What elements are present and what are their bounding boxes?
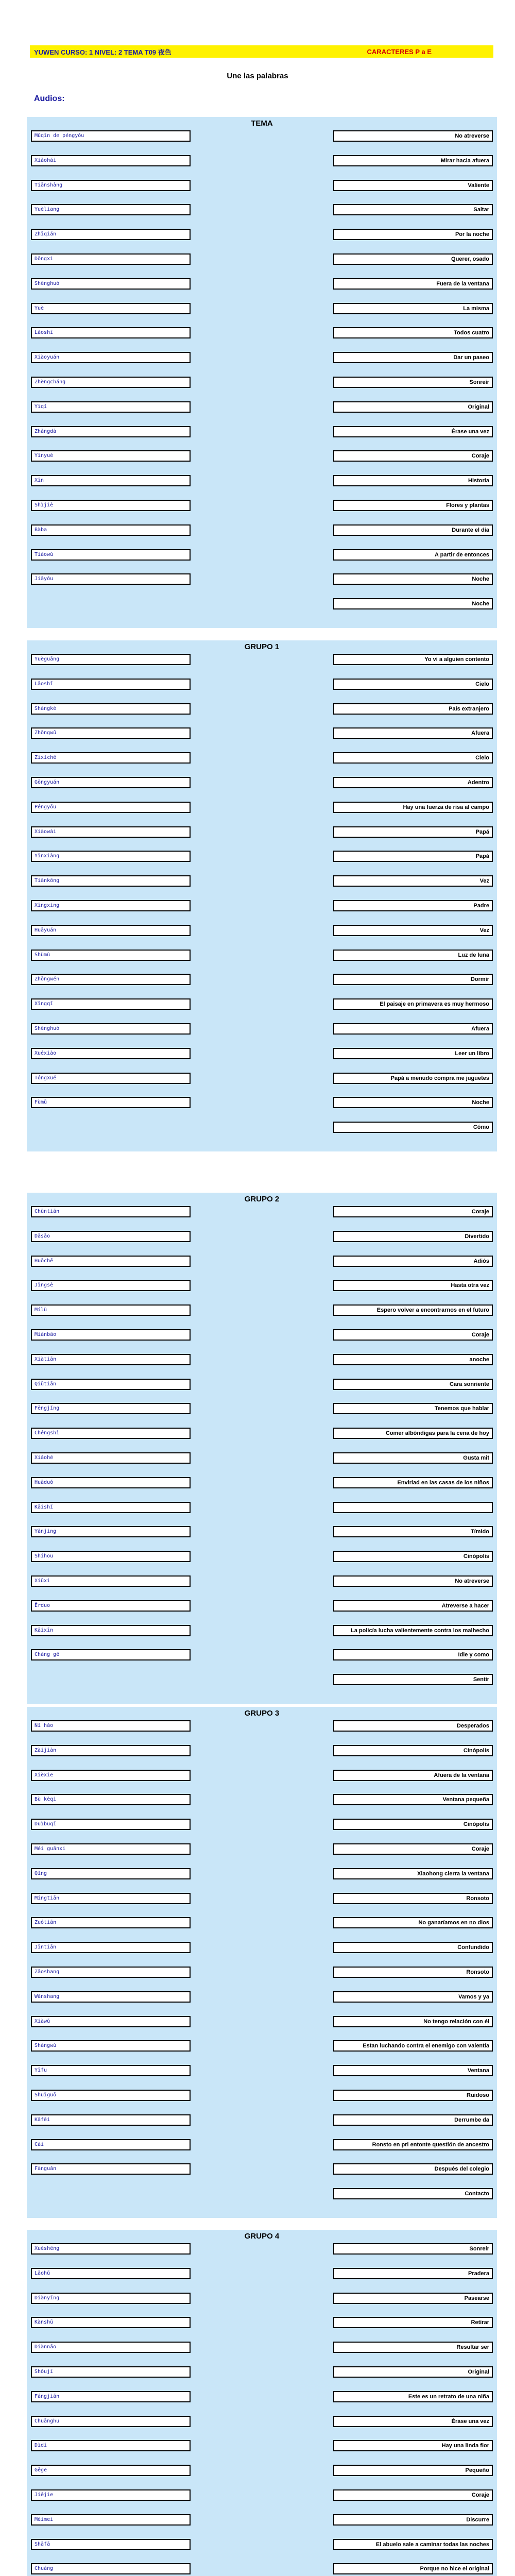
pinyin-box[interactable]: Xiàoyuán [31, 352, 191, 363]
pinyin-box[interactable]: Tiàowǔ [31, 549, 191, 561]
pinyin-box[interactable]: Shǒujī [31, 2366, 191, 2378]
pinyin-box[interactable]: Shàngkè [31, 703, 191, 715]
meaning-box[interactable]: Original [333, 401, 493, 413]
pinyin-box[interactable]: Lǎoshī [31, 679, 191, 690]
pinyin-box[interactable]: Fànguǎn [31, 2163, 191, 2175]
pinyin-box[interactable]: Xuéxiào [31, 1048, 191, 1059]
section-title: GRUPO 1 [244, 642, 280, 651]
pinyin-box[interactable]: Xiàowài [31, 826, 191, 838]
pinyin-box[interactable]: Shēnghuó [31, 278, 191, 290]
match-row [27, 327, 497, 340]
match-row [27, 1329, 497, 1342]
meaning-box[interactable]: Padre [333, 900, 493, 911]
match-row [27, 2539, 497, 2551]
match-row [27, 1256, 497, 1268]
header-course-info: YUWEN CURSO: 1 NIVEL: 2 TEMA T09 夜色 [34, 48, 171, 56]
pinyin-box[interactable]: Duìbuqǐ [31, 1819, 191, 1830]
meaning-box[interactable]: Saltar [333, 204, 493, 215]
match-row [27, 155, 497, 167]
match-row [27, 1073, 497, 1085]
meaning-box[interactable]: Fuera de la ventana [333, 278, 493, 290]
meaning-box[interactable]: Yo vi a alguien contento [333, 654, 493, 665]
pinyin-box[interactable]: Xiǎohé [31, 1452, 191, 1464]
meaning-box[interactable]: Sonreír [333, 377, 493, 388]
meaning-box[interactable]: Comer albóndigas para la cena de hoy [333, 1428, 493, 1439]
pinyin-box[interactable]: Bù kèqi [31, 1794, 191, 1805]
pinyin-box[interactable]: Méi guānxi [31, 1843, 191, 1855]
meaning-box[interactable]: Hay una linda flor [333, 2440, 493, 2451]
pinyin-box[interactable]: Jiāyóu [31, 573, 191, 585]
meaning-box[interactable]: Derrumbe da [333, 2114, 493, 2126]
match-row [27, 2016, 497, 2028]
pinyin-box[interactable]: Xīngqī [31, 998, 191, 1010]
match-row [27, 2163, 497, 2176]
meaning-box[interactable]: Adiós [333, 1256, 493, 1267]
section-title: GRUPO 4 [244, 2232, 280, 2241]
match-row [27, 1720, 497, 1733]
meaning-box[interactable]: A partir de entonces [333, 549, 493, 561]
meaning-box[interactable]: Espero volver a encontrarnos en el futuro [333, 1304, 493, 1316]
pinyin-box[interactable]: Ěrduo [31, 1600, 191, 1612]
pinyin-box[interactable]: Xièxie [31, 1770, 191, 1781]
meaning-box[interactable]: Cinópolis [333, 1819, 493, 1830]
match-row [27, 1354, 497, 1366]
section-1 [27, 117, 497, 628]
pinyin-box[interactable]: Zhèngcháng [31, 377, 191, 388]
match-row [27, 524, 497, 537]
meaning-box[interactable]: Vez [333, 875, 493, 887]
match-row [27, 802, 497, 814]
pinyin-box[interactable]: Mèimei [31, 2514, 191, 2526]
pinyin-box[interactable]: Kànshū [31, 2317, 191, 2328]
meaning-box[interactable]: Tenemos que hablar [333, 1403, 493, 1414]
meaning-box[interactable]: Historia [333, 475, 493, 486]
match-row [27, 1843, 497, 1856]
meaning-box[interactable]: No atreverse [333, 130, 493, 142]
match-row [27, 475, 497, 487]
meaning-box[interactable]: Ronsto en pri entonte questión de ancestro [333, 2139, 493, 2150]
meaning-box[interactable]: Vez [333, 925, 493, 936]
meaning-box[interactable]: Mirar hacia afuera [333, 155, 493, 166]
match-row [27, 1526, 497, 1538]
meaning-box[interactable]: Valiente [333, 180, 493, 191]
meaning-box[interactable]: No tengo relación con él [333, 2016, 493, 2027]
meaning-box[interactable]: Hasta otra vez [333, 1280, 493, 1291]
match-row [27, 573, 497, 586]
pinyin-box[interactable]: Jiějie [31, 2489, 191, 2501]
match-row [27, 278, 497, 291]
match-row [27, 1967, 497, 1979]
pinyin-box[interactable]: Yǎnjing [31, 1526, 191, 1537]
match-row [27, 2489, 497, 2502]
pinyin-box[interactable]: Zhōngwén [31, 974, 191, 985]
meaning-box[interactable]: Dar un paseo [333, 352, 493, 363]
pinyin-box[interactable]: Huāyuán [31, 925, 191, 936]
pinyin-box[interactable]: Zàijiàn [31, 1745, 191, 1756]
match-row [27, 2514, 497, 2527]
meaning-box[interactable]: Cielo [333, 679, 493, 690]
pinyin-box[interactable]: Kāfēi [31, 2114, 191, 2126]
meaning-box[interactable]: Ruidoso [333, 2090, 493, 2101]
pinyin-box[interactable]: Chéngshì [31, 1428, 191, 1439]
pinyin-box[interactable]: Xīn [31, 475, 191, 486]
pinyin-box[interactable]: Shēnghuó [31, 1023, 191, 1035]
meaning-box[interactable]: Ronsoto [333, 1967, 493, 1978]
meaning-box[interactable]: Luz de luna [333, 950, 493, 961]
section-title: GRUPO 2 [244, 1195, 280, 1204]
match-row [27, 1231, 497, 1243]
pinyin-box[interactable]: Zìxíchē [31, 752, 191, 764]
meaning-box[interactable]: El abuelo sale a caminar todas las noches [333, 2539, 493, 2550]
match-row [27, 900, 497, 912]
match-row [27, 2440, 497, 2452]
match-row [27, 1403, 497, 1415]
match-row [27, 1048, 497, 1060]
meaning-box[interactable]: Retirar [333, 2317, 493, 2328]
pinyin-box[interactable]: Xiǎohái [31, 155, 191, 166]
meaning-box[interactable]: Contacto [333, 2188, 493, 2199]
pinyin-box[interactable]: Yìqǐ [31, 401, 191, 413]
meaning-box[interactable]: Coraje [333, 450, 493, 462]
match-row [27, 2065, 497, 2077]
meaning-box[interactable]: Leer un libro [333, 1048, 493, 1059]
match-row [27, 1770, 497, 1782]
match-row [27, 875, 497, 888]
meaning-box[interactable]: No ganaríamos en no dios [333, 1917, 493, 1928]
pinyin-box[interactable]: Shàngwǔ [31, 2040, 191, 2052]
meaning-box[interactable]: Durante el día [333, 524, 493, 536]
match-row [27, 703, 497, 716]
section-5 [27, 2230, 497, 2576]
meaning-box[interactable]: Confundido [333, 1942, 493, 1953]
section-title: GRUPO 3 [244, 1709, 280, 1718]
meaning-box[interactable]: Atreverse a hacer [333, 1600, 493, 1612]
match-row [27, 1942, 497, 1954]
match-row [27, 727, 497, 740]
match-row [27, 1575, 497, 1588]
meaning-box[interactable]: Érase una vez [333, 2416, 493, 2427]
match-row [27, 2188, 497, 2200]
match-row [27, 426, 497, 438]
meaning-box[interactable]: Sentir [333, 1674, 493, 1685]
pinyin-box[interactable]: Zhīqián [31, 229, 191, 240]
match-row [27, 401, 497, 414]
pinyin-box[interactable]: Mílù [31, 1304, 191, 1316]
pinyin-box[interactable]: Dōngxi [31, 253, 191, 265]
match-row [27, 1023, 497, 1036]
meaning-box[interactable]: Papá [333, 826, 493, 838]
match-row [27, 1745, 497, 1757]
meaning-box[interactable]: Tímido [333, 1526, 493, 1537]
meaning-box[interactable]: Érase una vez [333, 426, 493, 437]
meaning-box[interactable]: Sonreír [333, 2243, 493, 2255]
match-row [27, 2317, 497, 2329]
match-row [27, 2342, 497, 2354]
match-row [27, 2040, 497, 2053]
pinyin-box[interactable]: Yuè [31, 303, 191, 314]
pinyin-box[interactable]: Xuéshēng [31, 2243, 191, 2255]
pinyin-box[interactable]: Yīnyuè [31, 450, 191, 462]
pinyin-box[interactable]: Shìjiè [31, 500, 191, 511]
meaning-box[interactable]: Cara sonriente [333, 1379, 493, 1390]
match-row [27, 1477, 497, 1489]
pinyin-box[interactable]: Zuótiān [31, 1917, 191, 1928]
match-row [27, 2563, 497, 2575]
pinyin-box[interactable]: Qiūtiān [31, 1379, 191, 1390]
match-row [27, 950, 497, 962]
match-row [27, 1819, 497, 1831]
pinyin-box[interactable]: Shāfā [31, 2539, 191, 2550]
match-row [27, 2268, 497, 2280]
pinyin-box[interactable]: Miànbāo [31, 1329, 191, 1341]
meaning-box[interactable] [333, 1502, 493, 1513]
pinyin-box[interactable]: Gēge [31, 2465, 191, 2476]
meaning-box[interactable]: Ventana [333, 2065, 493, 2076]
meaning-box[interactable]: Querer, osado [333, 253, 493, 265]
meaning-box[interactable]: Coraje [333, 1329, 493, 1341]
pinyin-box[interactable]: Kāishǐ [31, 1502, 191, 1513]
meaning-box[interactable]: Este es un retrato de una niña [333, 2391, 493, 2402]
pinyin-box[interactable]: Jīntiān [31, 1942, 191, 1953]
match-row [27, 1600, 497, 1613]
meaning-box[interactable]: Cómo [333, 1122, 493, 1133]
match-row [27, 1551, 497, 1563]
meaning-box[interactable]: Noche [333, 1097, 493, 1108]
pinyin-box[interactable]: Mǔqīn de péngyǒu [31, 130, 191, 142]
meaning-box[interactable]: Porque no hice el original [333, 2563, 493, 2574]
match-row [27, 925, 497, 937]
match-row [27, 1991, 497, 2004]
match-row [27, 549, 497, 562]
pinyin-box[interactable]: Tóngxué [31, 1073, 191, 1084]
meaning-box[interactable]: Ronsoto [333, 1893, 493, 1904]
pinyin-box[interactable]: Míngtiān [31, 1893, 191, 1904]
match-row [27, 2416, 497, 2428]
match-row [27, 777, 497, 789]
match-row [27, 303, 497, 315]
match-row [27, 204, 497, 216]
header-characters: CARACTERES P a E [367, 47, 432, 56]
meaning-box[interactable]: El paisaje en primavera es muy hermoso [333, 998, 493, 1010]
match-row [27, 1893, 497, 1905]
match-row [27, 752, 497, 765]
pinyin-box[interactable]: Péngyǒu [31, 802, 191, 813]
match-row [27, 2139, 497, 2151]
pinyin-box[interactable]: Shíhou [31, 1551, 191, 1562]
header-bar [30, 45, 493, 58]
meaning-box[interactable]: Hay una fuerza de risa al campo [333, 802, 493, 813]
meaning-box[interactable]: Cinópolis [333, 1551, 493, 1562]
match-row [27, 1917, 497, 1929]
pinyin-box[interactable]: Xīngxing [31, 900, 191, 911]
match-row [27, 130, 497, 143]
match-row [27, 2114, 497, 2127]
meaning-box[interactable]: Dormir [333, 974, 493, 985]
pinyin-box[interactable]: Xiàtiān [31, 1354, 191, 1365]
match-row [27, 2090, 497, 2102]
meaning-box[interactable]: Afuera [333, 1023, 493, 1035]
pinyin-box[interactable]: Gōngyuán [31, 777, 191, 788]
meaning-box[interactable]: Flores y plantas [333, 500, 493, 511]
match-row [27, 1868, 497, 1880]
pinyin-box[interactable]: Xiūxi [31, 1575, 191, 1587]
match-row [27, 2243, 497, 2256]
pinyin-box[interactable]: Chuáng [31, 2563, 191, 2574]
pinyin-box[interactable]: Huǒchē [31, 1256, 191, 1267]
match-row [27, 2366, 497, 2379]
meaning-box[interactable]: Adentro [333, 777, 493, 788]
section-2 [27, 640, 497, 1151]
meaning-box[interactable]: Original [333, 2366, 493, 2378]
match-row [27, 1379, 497, 1391]
pinyin-box[interactable]: Nǐ hǎo [31, 1720, 191, 1732]
meaning-box[interactable]: Papá a menudo compra me juguetes [333, 1073, 493, 1084]
pinyin-box[interactable]: Diànnǎo [31, 2342, 191, 2353]
meaning-box[interactable]: anoche [333, 1354, 493, 1365]
pinyin-box[interactable]: Chuānghu [31, 2416, 191, 2427]
match-row [27, 1097, 497, 1109]
match-row [27, 253, 497, 266]
match-row [27, 1428, 497, 1440]
pinyin-box[interactable]: Yuèguāng [31, 654, 191, 665]
meaning-box[interactable]: Por la noche [333, 229, 493, 240]
match-row [27, 1649, 497, 1662]
meaning-box[interactable]: País extranjero [333, 703, 493, 715]
meaning-box[interactable]: Idle y como [333, 1649, 493, 1660]
pinyin-box[interactable]: Fùmǔ [31, 1097, 191, 1108]
match-row [27, 1304, 497, 1317]
meaning-box[interactable]: Coraje [333, 1843, 493, 1855]
pinyin-box[interactable]: Dìdi [31, 2440, 191, 2451]
pinyin-box[interactable]: Zhōngwǔ [31, 727, 191, 739]
pinyin-box[interactable]: Yǐnxiàng [31, 851, 191, 862]
match-row [27, 974, 497, 986]
pinyin-box[interactable]: Cài [31, 2139, 191, 2150]
match-row [27, 500, 497, 512]
pinyin-box[interactable]: Lǎoshī [31, 327, 191, 338]
meaning-box[interactable]: Coraje [333, 2489, 493, 2501]
pinyin-box[interactable]: Shùmù [31, 950, 191, 961]
section-title: TEMA [251, 119, 273, 128]
meaning-box[interactable]: No atreverse [333, 1575, 493, 1587]
meaning-box[interactable]: Gusta mit [333, 1452, 493, 1464]
meaning-box[interactable]: Papá [333, 851, 493, 862]
meaning-box[interactable]: Xiaohong cierra la ventana [333, 1868, 493, 1879]
meaning-box[interactable]: Después del colegio [333, 2163, 493, 2175]
pinyin-box[interactable]: Yuèliang [31, 204, 191, 215]
match-row [27, 654, 497, 666]
section-4 [27, 1707, 497, 2218]
meaning-box[interactable]: La policía lucha valientemente contra los malhecho [333, 1625, 493, 1636]
meaning-box[interactable]: Desperados [333, 1720, 493, 1732]
pinyin-box[interactable]: Jǐngsè [31, 1280, 191, 1291]
match-row [27, 1206, 497, 1218]
pinyin-box[interactable]: Yīfu [31, 2065, 191, 2076]
pinyin-box[interactable]: Tiānshàng [31, 180, 191, 191]
meaning-box[interactable]: Afuera de la ventana [333, 1770, 493, 1781]
match-row [27, 598, 497, 611]
match-row [27, 1122, 497, 1134]
match-row [27, 229, 497, 241]
match-row [27, 826, 497, 839]
match-row [27, 352, 497, 364]
pinyin-box[interactable]: Dǎsǎo [31, 1231, 191, 1242]
pinyin-box[interactable]: Qǐng [31, 1868, 191, 1879]
meaning-box[interactable]: Vamos y ya [333, 1991, 493, 2003]
match-row [27, 2465, 497, 2477]
meaning-box[interactable]: Todos cuatro [333, 327, 493, 338]
match-row [27, 679, 497, 691]
section-3 [27, 1193, 497, 1704]
match-row [27, 377, 497, 389]
match-row [27, 1674, 497, 1686]
meaning-box[interactable]: Discurre [333, 2514, 493, 2526]
match-row [27, 1625, 497, 1637]
match-row [27, 851, 497, 863]
meaning-box[interactable]: Ventana pequeña [333, 1794, 493, 1805]
meaning-box[interactable]: Coraje [333, 1206, 493, 1217]
match-row [27, 1280, 497, 1292]
match-row [27, 180, 497, 192]
pinyin-box[interactable]: Kāixīn [31, 1625, 191, 1636]
pinyin-box[interactable]: Huāduǒ [31, 1477, 191, 1488]
pinyin-box[interactable]: Zǎoshang [31, 1967, 191, 1978]
pinyin-box[interactable]: Tiānkōng [31, 875, 191, 887]
meaning-box[interactable]: Noche [333, 573, 493, 585]
pinyin-box[interactable]: Bàba [31, 524, 191, 536]
match-row [27, 1502, 497, 1514]
pinyin-box[interactable]: Shuǐguǒ [31, 2090, 191, 2101]
pinyin-box[interactable]: Diànyǐng [31, 2293, 191, 2304]
match-row [27, 1452, 497, 1465]
meaning-box[interactable]: Cielo [333, 752, 493, 764]
pinyin-box[interactable]: Fēngjǐng [31, 1403, 191, 1414]
meaning-box[interactable]: Divertido [333, 1231, 493, 1242]
meaning-box[interactable]: Resultar ser [333, 2342, 493, 2353]
meaning-box[interactable]: Cinópolis [333, 1745, 493, 1756]
pinyin-box[interactable]: Fángjiān [31, 2391, 191, 2402]
match-row [27, 450, 497, 463]
match-row [27, 2293, 497, 2305]
match-row [27, 1794, 497, 1806]
meaning-box[interactable]: Noche [333, 598, 493, 609]
pinyin-box[interactable]: Chàng gē [31, 1649, 191, 1660]
meaning-box[interactable]: Pequeño [333, 2465, 493, 2476]
pinyin-box[interactable]: Lǎohǔ [31, 2268, 191, 2279]
pinyin-box[interactable]: Wǎnshang [31, 1991, 191, 2003]
meaning-box[interactable]: Pasearse [333, 2293, 493, 2304]
pinyin-box[interactable]: Chūntiān [31, 1206, 191, 1217]
meaning-box[interactable]: Enviriad en las casas de los niños [333, 1477, 493, 1488]
meaning-box[interactable]: La misma [333, 303, 493, 314]
page-title: Une las palabras [227, 72, 288, 80]
meaning-box[interactable]: Estan luchando contra el enemigo con valentía [333, 2040, 493, 2052]
pinyin-box[interactable]: Xiàwǔ [31, 2016, 191, 2027]
pinyin-box[interactable]: Zhǎngdà [31, 426, 191, 437]
meaning-box[interactable]: Afuera [333, 727, 493, 739]
match-row [27, 2391, 497, 2403]
match-row [27, 998, 497, 1011]
meaning-box[interactable]: Pradera [333, 2268, 493, 2279]
audios-label: Audios: [34, 94, 65, 103]
